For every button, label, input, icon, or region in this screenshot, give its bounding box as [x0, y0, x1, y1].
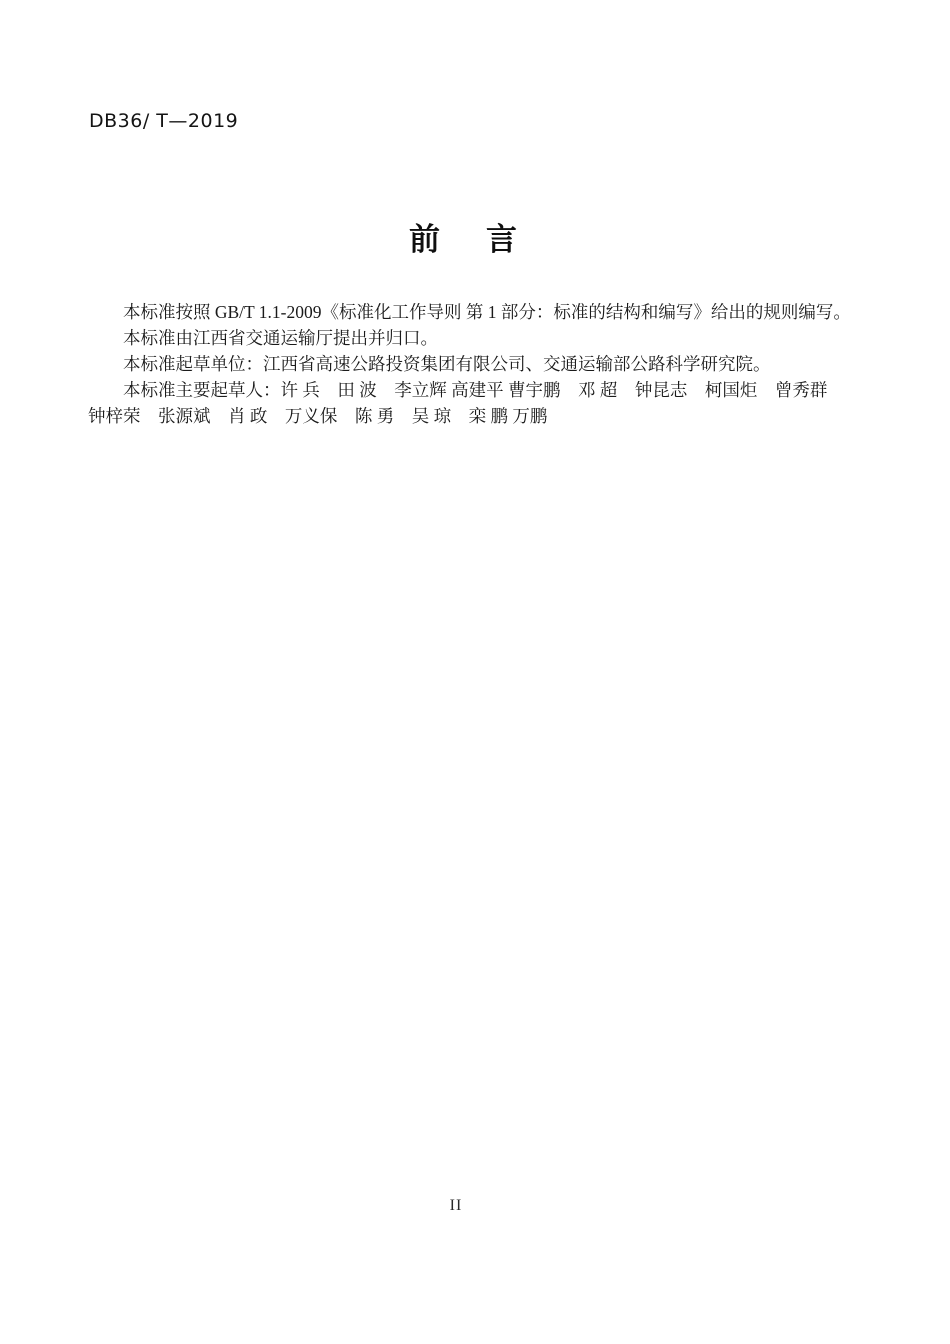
standard-number-header: DB36/ T—2019 — [89, 110, 239, 132]
page-title-char-1: 前 — [409, 222, 440, 258]
page-title-char-2: 言 — [486, 222, 517, 258]
page-title — [0, 214, 938, 259]
foreword-body — [88, 299, 878, 429]
paragraph-drafters-line-1: 本标准主要起草人：许 兵 田 波 李立辉 高建平 曹宇鹏 邓 超 钟昆志 柯国炬 曾秀群 — [123, 380, 828, 400]
page-number: II — [449, 1197, 463, 1214]
paragraph-proposed-by: 本标准由江西省交通运输厅提出并归口。 — [123, 328, 438, 348]
paragraph-drafters-line-2: 钟梓荣 张源斌 肖 政 万义保 陈 勇 吴 琼 栾 鹏 万鹏 — [88, 406, 548, 426]
paragraph-compilation-rule: 本标准按照 GB/T 1.1-2009《标准化工作导则 第 1 部分：标准的结构和编写》给出的规则编写。 — [123, 302, 851, 322]
paragraph-drafting-organizations: 本标准起草单位：江西省高速公路投资集团有限公司、交通运输部公路科学研究院。 — [123, 354, 771, 374]
